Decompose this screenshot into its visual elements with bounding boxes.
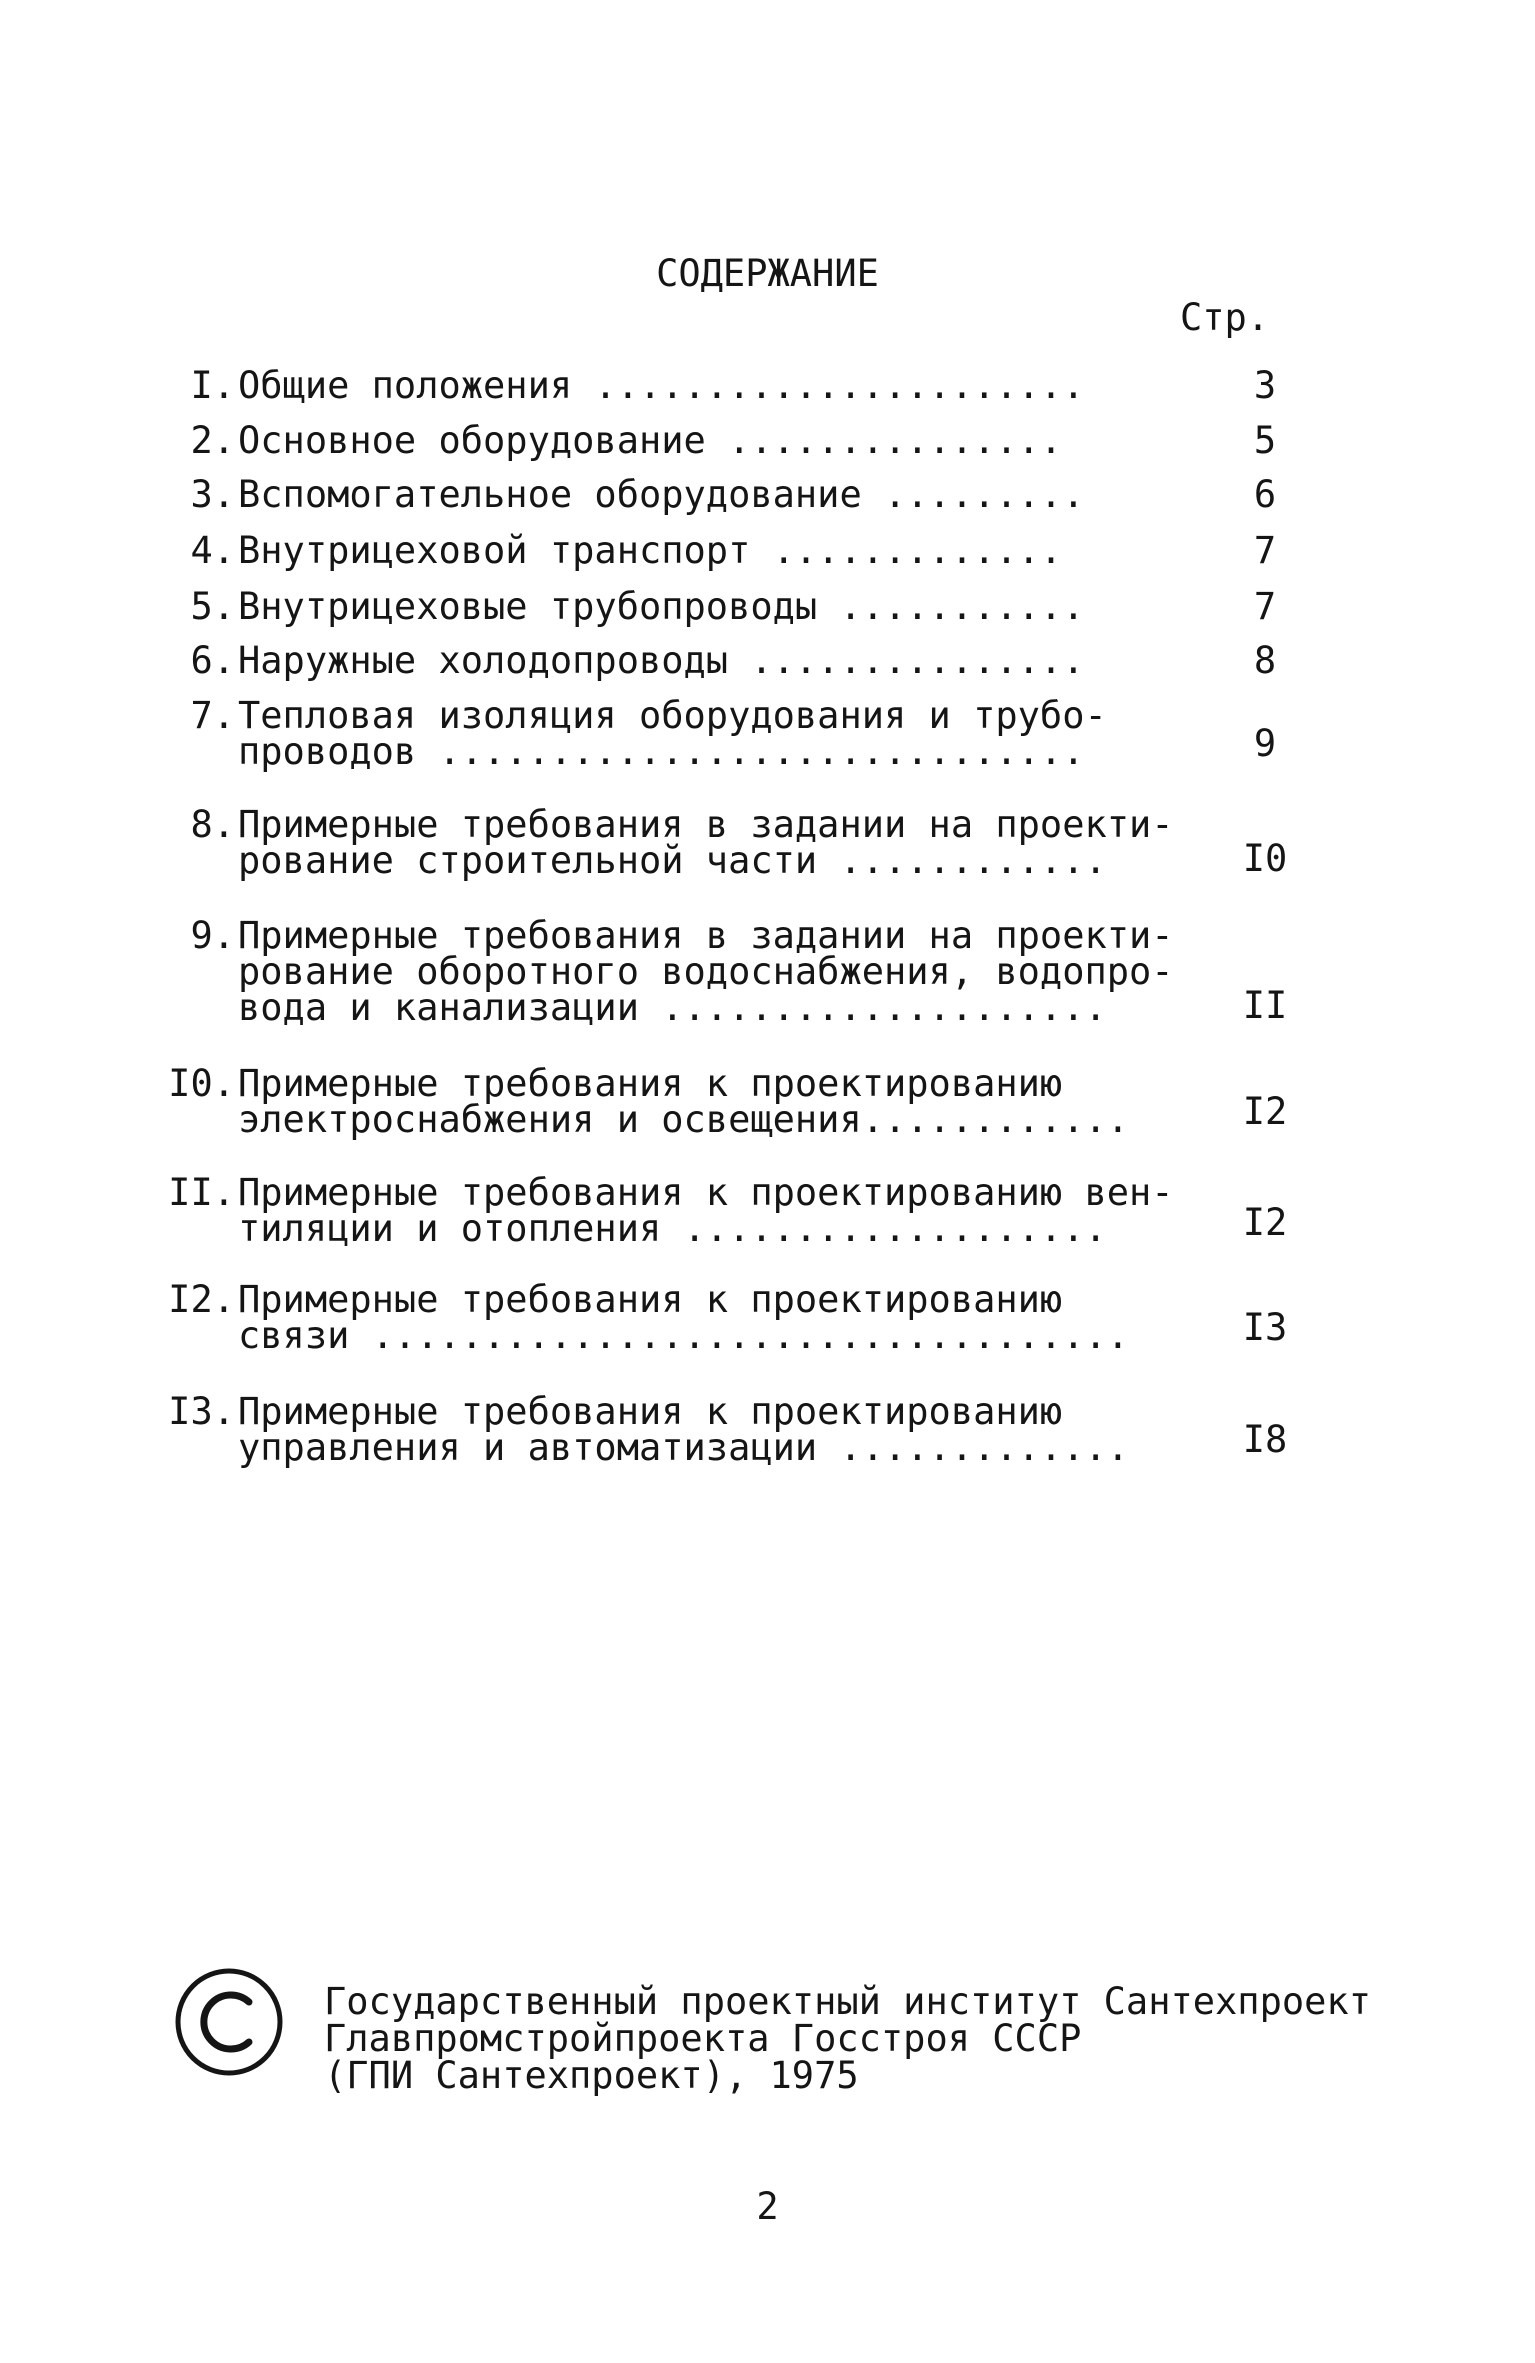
entry-page: I2 <box>1242 1090 1288 1133</box>
entry-page: I8 <box>1242 1418 1288 1461</box>
entry-title-line-1: Примерные требования к проектированию <box>238 1062 1063 1105</box>
entry-title-line-1: Примерные требования к проектированию <box>238 1278 1063 1321</box>
entry-number: I2. <box>168 1278 235 1321</box>
imprint <box>324 1980 1371 2097</box>
entry-number: 8. <box>190 803 235 846</box>
entry-number: 6. <box>190 639 235 682</box>
entry-page: II <box>1242 984 1288 1027</box>
entry-title-line-2: рование строительной части ............ <box>238 839 1107 882</box>
imprint-line: Государственный проектный институт Сантехпроект <box>324 1980 1371 2023</box>
imprint-line: (ГПИ Сантехпроект), 1975 <box>324 2054 859 2097</box>
entry-page: 9 <box>1253 722 1277 765</box>
entry-title: Общие положения ...................... <box>238 364 1085 407</box>
entry-title-line-3: вода и канализации .................... <box>238 986 1107 1029</box>
entry-title-line-1: Тепловая изоляция оборудования и трубо- <box>238 694 1107 737</box>
entry-number: II. <box>168 1171 235 1214</box>
entry-title-line-2: управления и автоматизации ............. <box>238 1426 1130 1469</box>
copyright-icon <box>173 1966 285 2078</box>
entry-title: Внутрицеховой транспорт ............. <box>238 529 1063 572</box>
entry-title-line-2: проводов ............................. <box>238 730 1085 773</box>
entry-title-line-1: Примерные требования в задании на проекти- <box>238 914 1174 957</box>
entry-title-line-1: Примерные требования в задании на проекти- <box>238 803 1174 846</box>
entry-page: 6 <box>1253 473 1277 516</box>
entry-page: 7 <box>1253 529 1277 572</box>
entry-number: 7. <box>190 694 235 737</box>
entry-number: 2. <box>190 419 235 462</box>
imprint-line: Главпромстройпроекта Госстроя СССР <box>324 2017 1082 2060</box>
entry-page: 7 <box>1253 585 1277 628</box>
entry-page: I3 <box>1242 1306 1288 1349</box>
entry-number: 3. <box>190 473 235 516</box>
entry-number: I0. <box>168 1062 235 1105</box>
entry-number: I3. <box>168 1390 235 1433</box>
page-number: 2 <box>756 2185 779 2228</box>
entry-page: 5 <box>1253 419 1277 462</box>
entry-title-line-2: рование оборотного водоснабжения, водопро- <box>238 950 1174 993</box>
entry-number: 5. <box>190 585 235 628</box>
page-column-label: Стр. <box>1180 296 1270 339</box>
entry-page: I2 <box>1242 1201 1288 1244</box>
entry-title: Вспомогательное оборудование ......... <box>238 473 1085 516</box>
entry-page: I0 <box>1242 837 1288 880</box>
entry-page: 8 <box>1253 639 1277 682</box>
entry-title-line-1: Примерные требования к проектированию вен- <box>238 1171 1174 1214</box>
entry-page: 3 <box>1253 364 1277 407</box>
entry-number: 9. <box>190 914 235 957</box>
entry-title: Наружные холодопроводы ............... <box>238 639 1085 682</box>
entry-number: I. <box>190 364 235 407</box>
toc-title: СОДЕРЖАНИЕ <box>656 252 879 295</box>
entry-number: 4. <box>190 529 235 572</box>
entry-title-line-1: Примерные требования к проектированию <box>238 1390 1063 1433</box>
entry-title-line-2: электроснабжения и освещения............ <box>238 1098 1130 1141</box>
entry-title-line-2: связи .................................. <box>238 1314 1130 1357</box>
entry-title: Основное оборудование ............... <box>238 419 1063 462</box>
entry-title: Внутрицеховые трубопроводы ........... <box>238 585 1085 628</box>
entry-title-line-2: тиляции и отопления ................... <box>238 1207 1107 1250</box>
